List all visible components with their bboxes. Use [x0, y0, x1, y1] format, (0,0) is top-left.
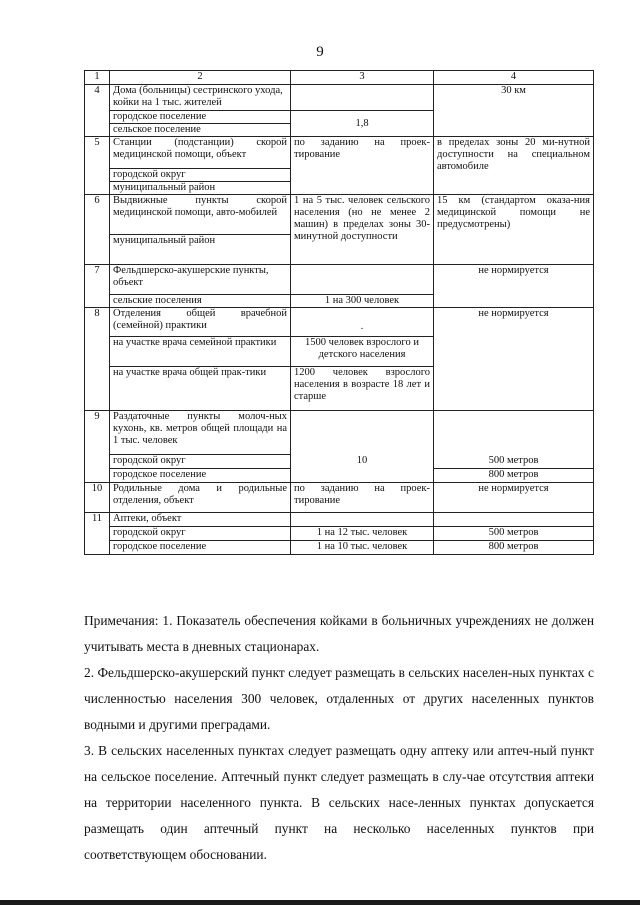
- row-number: 4: [85, 85, 110, 137]
- row-distance: 800 метров: [434, 469, 594, 483]
- table-header-row: [85, 71, 594, 85]
- table-row: [85, 527, 594, 541]
- table-row: [85, 513, 594, 527]
- row-subitem: сельское поселение: [110, 124, 291, 137]
- table-row: [85, 137, 594, 169]
- row-number: 6: [85, 195, 110, 265]
- row-subitem: городской округ: [110, 455, 291, 469]
- row-distance-empty: [434, 411, 594, 455]
- table-row: [85, 265, 594, 295]
- row-distance: 800 метров: [434, 541, 594, 555]
- row-distance: не нормируется: [434, 308, 594, 411]
- note-paragraph: 3. В сельских населенных пунктах следует размещать одну аптеку или аптеч-ный пункт на сельское поселение. Аптечный пункт следует размещать в слу-чае отсутствия аптеки на территории населенного пункта. В сельских насе-ленных пунктах допускается размещать один аптечный пункт на несколько населенных пунктов при соответствующем обосновании.: [84, 743, 594, 862]
- row-number: 10: [85, 483, 110, 513]
- row-distance: не нормируется: [434, 265, 594, 308]
- table-row: [85, 308, 594, 337]
- row-number: 5: [85, 137, 110, 195]
- row-value: 1,8: [291, 111, 434, 137]
- header-col-2: 2: [110, 71, 291, 85]
- row-value: 1 на 300 человек: [291, 295, 434, 308]
- row-value: 10: [291, 455, 434, 483]
- header-col-4: 4: [434, 71, 594, 85]
- row-value-empty: [291, 513, 434, 527]
- row-number: 9: [85, 411, 110, 483]
- row-subitem: городской округ: [110, 169, 291, 182]
- row-distance-empty: [434, 513, 594, 527]
- row-number: 11: [85, 513, 110, 555]
- row-value-empty: [291, 265, 434, 295]
- table-row: [85, 85, 594, 111]
- row-value: по заданию на проек-тирование: [291, 137, 434, 195]
- row-number: 7: [85, 265, 110, 308]
- row-subitem: муниципальный район: [110, 182, 291, 195]
- note-paragraph: Примечания: 1. Показатель обеспечения койками в больничных учреждениях не должен учитывать места в дневных стационарах.: [84, 613, 594, 654]
- row-name: Фельдшерско-акушерские пункты, объект: [110, 265, 291, 295]
- row-subitem: сельские поселения: [110, 295, 291, 308]
- row-name: Аптеки, объект: [110, 513, 291, 527]
- row-distance: 500 метров: [434, 527, 594, 541]
- row-subitem: городское поселение: [110, 469, 291, 483]
- row-name: Раздаточные пункты молоч-ных кухонь, кв. метров общей площади на 1 тыс. человек: [110, 411, 291, 455]
- row-value: 1 на 5 тыс. человек сельского населения (но не менее 2 машин) в пределах зоны 30-минутной доступности: [291, 195, 434, 265]
- notes-section: [84, 608, 594, 868]
- table-row: [85, 455, 594, 469]
- row-distance: 500 метров: [434, 455, 594, 469]
- row-distance: в пределах зоны 20 ми-нутной доступности на специальном автомобиле: [434, 137, 594, 195]
- note-paragraph: 2. Фельдшерско-акушерский пункт следует размещать в сельских населен-ных пунктах с численностью населения 300 человек, отдаленных от других населенных пунктов водными и другими преградами.: [84, 665, 594, 732]
- header-col-3: 3: [291, 71, 434, 85]
- row-value-empty: [291, 85, 434, 111]
- header-col-1: 1: [85, 71, 110, 85]
- row-subitem: городское поселение: [110, 541, 291, 555]
- table-row: [85, 411, 594, 455]
- row-value: 1 на 12 тыс. человек: [291, 527, 434, 541]
- row-subitem: муниципальный район: [110, 235, 291, 265]
- row-distance: 30 км: [434, 85, 594, 137]
- row-name: Отделения общей врачебной (семейной) практики: [110, 308, 291, 337]
- row-value-dot: ·: [291, 308, 434, 337]
- row-distance: не нормируется: [434, 483, 594, 513]
- table-row: [85, 541, 594, 555]
- row-name: Родильные дома и родильные отделения, объект: [110, 483, 291, 513]
- table-row: [85, 195, 594, 235]
- row-subitem: городское поселение: [110, 111, 291, 124]
- row-value-empty: [291, 411, 434, 455]
- row-value: по заданию на проек-тирование: [291, 483, 434, 513]
- row-value: 1200 человек взрослого населения в возрасте 18 лет и старше: [291, 367, 434, 411]
- page-number: 9: [316, 44, 324, 60]
- row-subitem: на участке врача общей прак-тики: [110, 367, 291, 411]
- row-subitem: городской округ: [110, 527, 291, 541]
- row-value: 1 на 10 тыс. человек: [291, 541, 434, 555]
- row-subitem: на участке врача семейной практики: [110, 337, 291, 367]
- row-name: Дома (больницы) сестринского ухода, койки на 1 тыс. жителей: [110, 85, 291, 111]
- row-value: 1500 человек взрослого и детского населения: [291, 337, 434, 367]
- row-number: 8: [85, 308, 110, 411]
- table-row: [85, 483, 594, 513]
- row-name: Выдвижные пункты скорой медицинской помощи, авто-мобилей: [110, 195, 291, 235]
- row-distance: 15 км (стандартом оказа-ния медицинской помощи не предусмотрены): [434, 195, 594, 265]
- norms-table: [84, 70, 594, 555]
- row-name: Станции (подстанции) скорой медицинской помощи, объект: [110, 137, 291, 169]
- bottom-scan-border: [0, 900, 640, 905]
